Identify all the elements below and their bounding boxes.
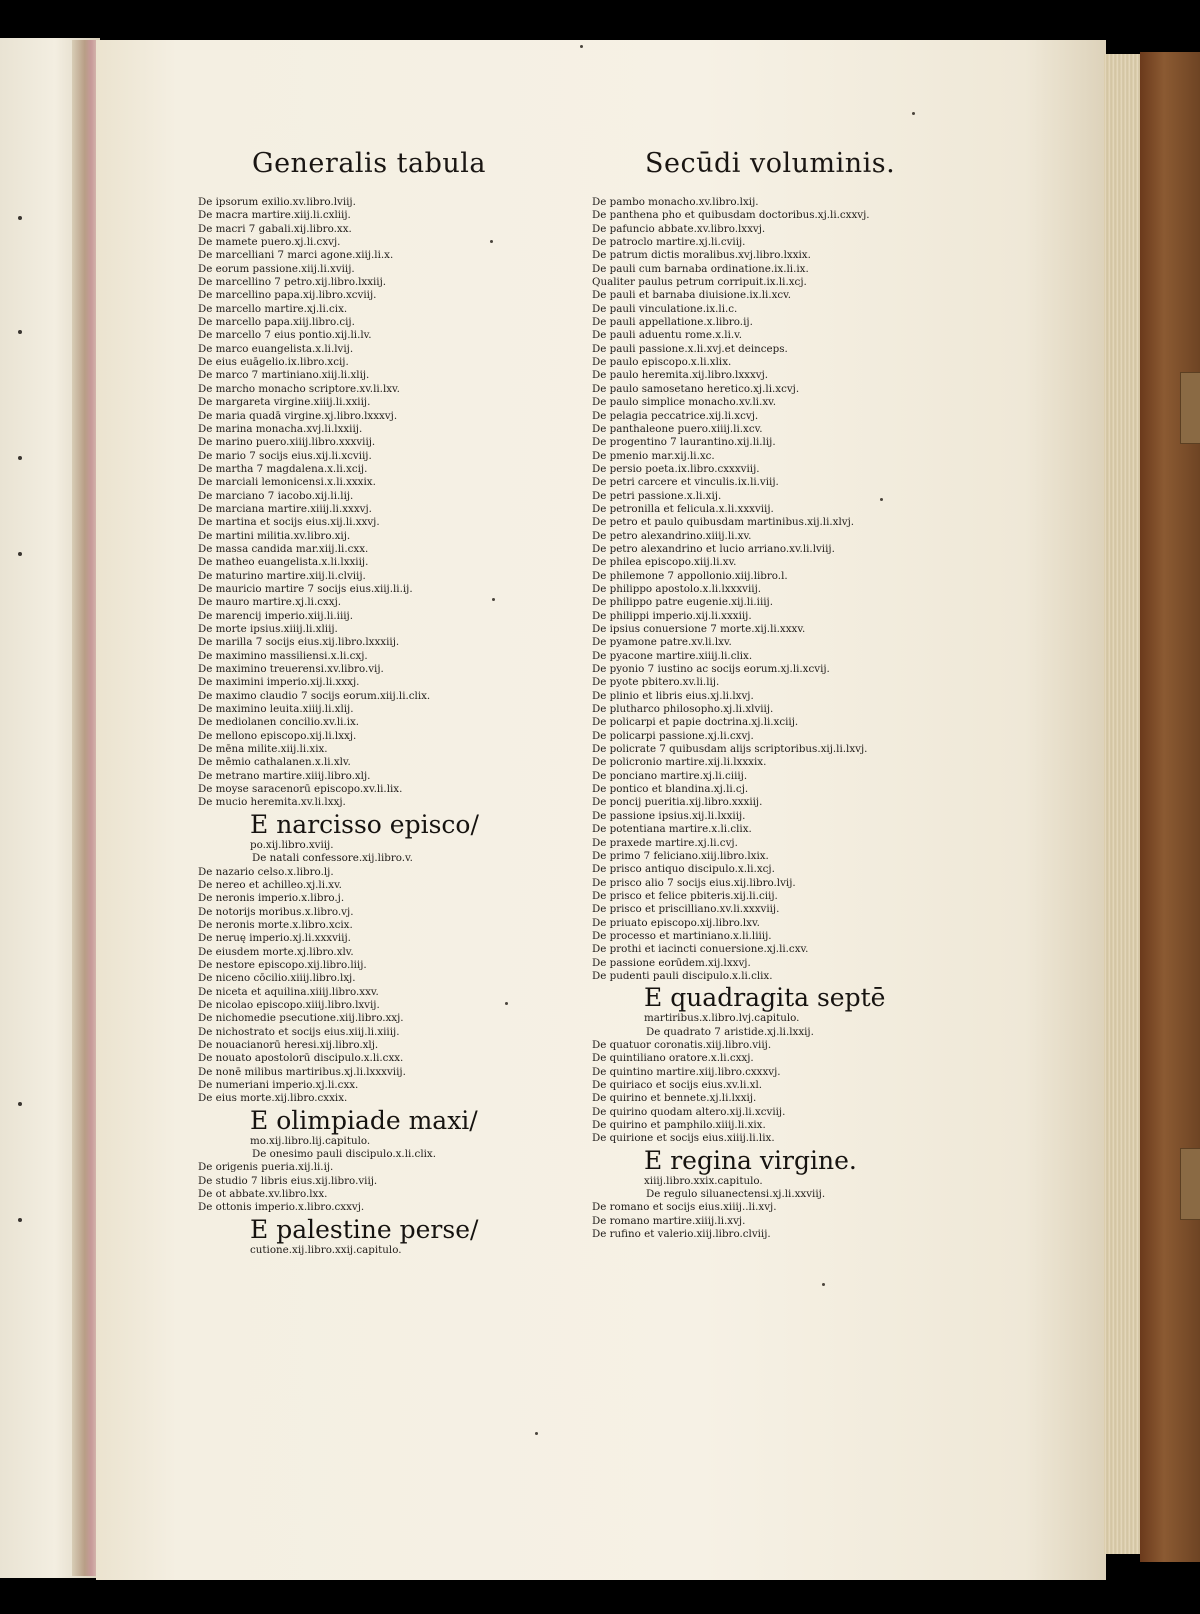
- letter-heading: E regina virgine.: [644, 1145, 857, 1175]
- left-index-column: [198, 196, 479, 1257]
- index-entry: De niceno cōcilio.xiiij.libro.lxj.: [198, 972, 356, 985]
- index-entry: De neronis morte.x.libro.xcix.: [198, 918, 353, 931]
- ink-speck: [490, 240, 493, 243]
- index-entry: De nouato apostolorū discipulo.x.li.cxx.: [198, 1052, 404, 1065]
- index-entry: De ottonis imperio.x.libro.cxxvj.: [198, 1201, 365, 1214]
- index-entry: De prisco alio 7 socijs eius.xij.libro.lvij.: [592, 876, 796, 889]
- index-entry: De mēna milite.xiij.li.xix.: [198, 743, 328, 756]
- index-entry: De prothi et iacincti conuersione.xj.li.cxv.: [592, 943, 809, 956]
- index-entry: De quiriaco et socijs eius.xv.li.xl.: [592, 1079, 763, 1091]
- index-entry: De priuato episcopo.xij.libro.lxv.: [592, 916, 760, 929]
- index-entry: De policrate 7 quibusdam alijs scriptoribus.xij.li.lxvj.: [592, 743, 868, 756]
- index-entry: De marilla 7 socijs eius.xij.libro.lxxxiij.: [198, 636, 400, 649]
- leather-cover: [1140, 52, 1200, 1562]
- index-entry: De philea episcopo.xiij.li.xv.: [592, 556, 737, 569]
- index-entry: De eiusdem morte.xj.libro.xlv.: [198, 945, 354, 958]
- index-entry: De origenis pueria.xij.li.ij.: [198, 1161, 334, 1174]
- index-entry: De romano et socijs eius.xiiij..li.xvj.: [592, 1201, 777, 1214]
- index-entry: De quirione et socijs eius.xiiij.li.lix.: [592, 1132, 775, 1145]
- index-entry: De prisco et priscilliano.xv.li.xxxviij.: [592, 903, 780, 916]
- page-fore-edge: [1104, 54, 1144, 1554]
- index-entry: De poncij pueritia.xij.libro.xxxiij.: [592, 796, 763, 809]
- index-entry: De marcho monacho scriptore.xv.li.lxv.: [198, 382, 400, 395]
- index-entry: De studio 7 libris eius.xij.libro.viij.: [198, 1174, 378, 1187]
- index-entry: De margareta virgine.xiiij.li.xxiij.: [198, 396, 371, 409]
- index-entry: De policronio martire.xij.li.lxxxix.: [592, 756, 767, 769]
- index-entry: De eorum passione.xiij.li.xviij.: [198, 262, 355, 275]
- index-entry: Qualiter paulus petrum corripuit.ix.li.xcj.: [592, 276, 807, 289]
- index-entry: De maximino massiliensi.x.li.cxj.: [198, 649, 368, 662]
- index-entry: De maximino leuita.xiiij.li.xlij.: [198, 703, 354, 716]
- index-entry: De quirino quodam altero.xij.li.xcviij.: [592, 1105, 786, 1118]
- index-entry: De pauli cum barnaba ordinatione.ix.li.ix.: [592, 262, 809, 275]
- index-entry: De metrano martire.xiiij.libro.xlj.: [198, 769, 371, 782]
- index-entry: De nestore episcopo.xij.libro.liij.: [198, 958, 367, 971]
- index-entry: De praxede martire.xj.li.cvj.: [592, 836, 738, 849]
- index-entry: De pyote pbitero.xv.li.lij.: [592, 676, 720, 689]
- index-entry: De neruę imperio.xj.li.xxxviij.: [198, 932, 351, 945]
- index-entry: De macri 7 gabali.xij.libro.xx.: [198, 222, 352, 235]
- index-entry: De nonē milibus martiribus.xj.li.lxxxviij.: [198, 1065, 406, 1078]
- index-entry: De pelagia peccatrice.xij.li.xcvj.: [592, 409, 759, 422]
- index-entry: De panthaleone puero.xiiij.li.xcv.: [592, 422, 763, 435]
- index-entry: De nazario celso.x.libro.lj.: [198, 865, 334, 878]
- index-entry: De passione ipsius.xij.li.lxxiij.: [592, 809, 746, 822]
- index-entry: De paulo episcopo.x.li.xlix.: [592, 356, 732, 369]
- index-entry: De notorijs moribus.x.libro.vj.: [198, 905, 354, 918]
- index-entry: De martina et socijs eius.xij.li.xxvj.: [198, 516, 380, 529]
- index-entry: De quatuor coronatis.xiij.libro.viij.: [592, 1038, 772, 1051]
- heading-continuation: cutione.xij.libro.xxij.capitulo.: [250, 1243, 402, 1256]
- index-entry: De persio poeta.ix.libro.cxxxviij.: [592, 462, 760, 475]
- index-entry: De marciano 7 iacobo.xij.li.lij.: [198, 489, 354, 502]
- index-entry: De passione eorūdem.xij.lxxvj.: [592, 956, 751, 969]
- letter-heading: E narcisso episco/: [250, 809, 479, 839]
- index-entry: De potentiana martire.x.li.clix.: [592, 823, 752, 836]
- index-entry: De mellono episcopo.xij.li.lxxj.: [198, 729, 357, 742]
- index-entry: De mauro martire.xj.li.cxxj.: [198, 596, 342, 609]
- index-entry: De moyse saracenorū episcopo.xv.li.lix.: [198, 783, 403, 796]
- index-entry: De maximo claudio 7 socijs eorum.xiij.li.clix.: [198, 689, 431, 702]
- index-entry: De prisco antiquo discipulo.x.li.xcj.: [592, 863, 775, 876]
- index-entry: De rufino et valerio.xiij.libro.clviij.: [592, 1228, 771, 1241]
- index-entry: De patrum dictis moralibus.xvj.libro.lxxix.: [592, 249, 811, 262]
- index-entry: De numeriani imperio.xj.li.cxx.: [198, 1079, 359, 1091]
- index-entry: De pauli passione.x.li.xvj.et deinceps.: [592, 342, 788, 355]
- index-entry: De prisco et felice pbiteris.xij.li.ciij.: [592, 889, 778, 902]
- index-entry: De quirino et bennete.xj.li.lxxij.: [592, 1092, 757, 1105]
- index-entry: De petri passione.x.li.xij.: [592, 489, 722, 502]
- index-entry: De progentino 7 laurantino.xij.li.lij.: [592, 436, 776, 449]
- index-entry: De ponciano martire.xj.li.ciiij.: [592, 769, 748, 782]
- index-entry: De matheo euangelista.x.li.lxxiij.: [198, 556, 369, 569]
- index-entry: De marino puero.xiiij.libro.xxxviij.: [198, 436, 376, 449]
- index-entry: De eius morte.xij.libro.cxxix.: [198, 1092, 348, 1105]
- index-entry: De quintiliano oratore.x.li.cxxj.: [592, 1052, 754, 1065]
- index-entry: De maximino treuerensi.xv.libro.vij.: [198, 663, 384, 676]
- index-entry: De macra martire.xiij.li.cxliij.: [198, 209, 351, 222]
- index-entry: De martini militia.xv.libro.xij.: [198, 529, 351, 542]
- index-entry: De paulo samosetano heretico.xj.li.xcvj.: [592, 382, 800, 395]
- index-entry: De marciana martire.xiiij.li.xxxvj.: [198, 502, 372, 515]
- index-entry: De plinio et libris eius.xj.li.lxvj.: [592, 689, 754, 702]
- index-entry: De marco euangelista.x.li.lvij.: [198, 342, 354, 355]
- index-entry: De marencij imperio.xiij.li.iiij.: [198, 609, 354, 622]
- index-entry: De onesimo pauli discipulo.x.li.clix.: [252, 1148, 436, 1161]
- index-entry: De pmenio mar.xij.li.xc.: [592, 449, 715, 462]
- index-entry: De petronilla et felicula.x.li.xxxviij.: [592, 502, 774, 515]
- index-entry: De maximini imperio.xij.li.xxxj.: [198, 676, 360, 689]
- index-entry: De policarpi et papie doctrina.xj.li.xciij.: [592, 716, 799, 729]
- index-entry: De eius euāgelio.ix.libro.xcij.: [198, 356, 349, 369]
- index-entry: De philippi imperio.xij.li.xxxiij.: [592, 609, 752, 622]
- ink-speck: [535, 1432, 538, 1435]
- index-entry: De paulo simplice monacho.xv.li.xv.: [592, 396, 777, 409]
- index-entry: De marcello martire.xj.li.cix.: [198, 302, 348, 315]
- ink-speck: [492, 598, 495, 601]
- index-entry: De massa candida mar.xiij.li.cxx.: [198, 542, 369, 555]
- index-entry: De quirino et pamphilo.xiiij.li.xix.: [592, 1119, 766, 1132]
- index-entry: De philippo patre eugenie.xij.li.iiij.: [592, 596, 774, 609]
- index-entry: De martha 7 magdalena.x.li.xcij.: [198, 462, 368, 475]
- index-entry: De marcello 7 eius pontio.xij.li.lv.: [198, 329, 372, 342]
- index-entry: De ot abbate.xv.libro.lxx.: [198, 1188, 328, 1201]
- clasp-upper: [1180, 372, 1200, 444]
- index-entry: De quintino martire.xiij.libro.cxxxvj.: [592, 1065, 781, 1078]
- index-entry: De mamete puero.xj.li.cxvj.: [198, 236, 341, 249]
- index-entry: De philemone 7 appollonio.xiij.libro.l.: [592, 569, 788, 582]
- index-entry: De marco 7 martiniano.xiij.li.xlij.: [198, 369, 370, 382]
- index-entry: De primo 7 feliciano.xiij.libro.lxix.: [592, 849, 769, 862]
- letter-heading: E quadragita septē: [644, 983, 886, 1013]
- index-entry: De mēmio cathalanen.x.li.xlv.: [198, 756, 351, 769]
- index-entry: De natali confessore.xij.libro.v.: [252, 852, 413, 865]
- index-entry: De mucio heremita.xv.li.lxxj.: [198, 796, 346, 809]
- index-entry: De neronis imperio.x.libro.j.: [198, 892, 345, 905]
- index-entry: De petri carcere et vinculis.ix.li.viij.: [592, 476, 779, 489]
- index-entry: De processo et martiniano.x.li.liiij.: [592, 929, 772, 942]
- index-entry: De mario 7 socijs eius.xij.li.xcviij.: [198, 449, 372, 462]
- index-entry: De mediolanen concilio.xv.li.ix.: [198, 716, 360, 729]
- index-entry: De pafuncio abbate.xv.libro.lxxvj.: [592, 222, 766, 235]
- index-entry: De mauricio martire 7 socijs eius.xiij.li.ij.: [198, 582, 413, 595]
- index-entry: De nereo et achilleo.xj.li.xv.: [198, 878, 342, 891]
- index-entry: De pauli appellatione.x.libro.ij.: [592, 316, 753, 329]
- index-entry: De marcello papa.xiij.libro.cij.: [198, 316, 355, 329]
- index-entry: De maria quadā virgine.xj.libro.lxxxvj.: [198, 409, 398, 422]
- heading-continuation: mo.xij.libro.lij.capitulo.: [250, 1134, 371, 1147]
- right-index-column: [592, 196, 885, 1241]
- running-head-left: Generalis tabula: [252, 148, 486, 179]
- index-entry: De pauli et barnaba diuisione.ix.li.xcv.: [592, 289, 792, 302]
- index-entry: De pyamone patre.xv.li.lxv.: [592, 636, 732, 649]
- index-entry: De petro alexandrino.xiiij.li.xv.: [592, 529, 752, 542]
- index-entry: De pauli aduentu rome.x.li.v.: [592, 329, 743, 342]
- index-entry: De policarpi passione.xj.li.cxvj.: [592, 729, 754, 742]
- index-entry: De ipsorum exilio.xv.libro.lviij.: [198, 196, 356, 208]
- index-entry: De paulo heremita.xij.libro.lxxxvj.: [592, 369, 769, 382]
- heading-continuation: po.xij.libro.xviij.: [250, 838, 334, 851]
- ink-speck: [822, 1283, 825, 1286]
- heading-continuation: martiribus.x.libro.lvj.capitulo.: [644, 1012, 800, 1025]
- index-entry: De marcelliani 7 marci agone.xiij.li.x.: [198, 249, 394, 262]
- ink-speck: [505, 1002, 508, 1005]
- index-entry: De nicolao episcopo.xiiij.libro.lxvij.: [198, 998, 380, 1011]
- index-entry: De pyacone martire.xiiij.li.clix.: [592, 649, 753, 662]
- index-entry: De maturino martire.xiij.li.clviij.: [198, 569, 366, 582]
- index-entry: De patroclo martire.xj.li.cviij.: [592, 236, 746, 249]
- index-entry: De pyonio 7 iustino ac socijs eorum.xj.li.xcvij.: [592, 663, 830, 676]
- index-entry: De marcellino papa.xij.libro.xcviij.: [198, 289, 377, 302]
- index-entry: De romano martire.xiiij.li.xvj.: [592, 1214, 746, 1227]
- heading-continuation: xiiij.libro.xxix.capitulo.: [644, 1174, 763, 1187]
- index-entry: De pudenti pauli discipulo.x.li.clix.: [592, 969, 773, 982]
- index-entry: De regulo siluanectensi.xj.li.xxviij.: [646, 1188, 826, 1201]
- ink-speck: [580, 45, 583, 48]
- index-entry: De nichostrato et socijs eius.xiij.li.xiiij.: [198, 1025, 400, 1038]
- index-entry: De pambo monacho.xv.libro.lxij.: [592, 196, 759, 208]
- index-entry: De philippo apostolo.x.li.lxxxviij.: [592, 582, 762, 595]
- index-entry: De petro alexandrino et lucio arriano.xv.li.lviij.: [592, 542, 835, 555]
- index-entry: De panthena pho et quibusdam doctoribus.xj.li.cxxvj.: [592, 209, 870, 222]
- index-entry: De marciali lemonicensi.x.li.xxxix.: [198, 476, 376, 489]
- letter-heading: E palestine perse/: [250, 1214, 479, 1244]
- index-entry: De pauli vinculatione.ix.li.c.: [592, 302, 738, 315]
- running-head-right: Secūdi voluminis.: [645, 148, 896, 179]
- index-entry: De plutharco philosopho.xj.li.xlviij.: [592, 703, 774, 716]
- index-entry: De quadrato 7 aristide.xj.li.lxxij.: [646, 1025, 814, 1038]
- index-entry: De pontico et blandina.xj.li.cj.: [592, 783, 749, 796]
- index-entry: De ipsius conuersione 7 morte.xij.li.xxxv.: [592, 623, 806, 635]
- index-entry: De marina monacha.xvj.li.lxxiij.: [198, 422, 363, 435]
- index-entry: De morte ipsius.xiiij.li.xliij.: [198, 623, 338, 635]
- index-entry: De nouacianorū heresi.xij.libro.xlj.: [198, 1038, 379, 1051]
- index-entry: De nichomedie psecutione.xiij.libro.xxj.: [198, 1012, 404, 1025]
- index-entry: De niceta et aquilina.xiiij.libro.xxv.: [198, 985, 379, 998]
- letter-heading: E olimpiade maxi/: [250, 1105, 478, 1135]
- ink-speck: [912, 112, 915, 115]
- index-entry: De petro et paulo quibusdam martinibus.xij.li.xlvj.: [592, 516, 855, 529]
- index-entry: De marcellino 7 petro.xij.libro.lxxiij.: [198, 276, 387, 289]
- clasp-lower: [1180, 1148, 1200, 1220]
